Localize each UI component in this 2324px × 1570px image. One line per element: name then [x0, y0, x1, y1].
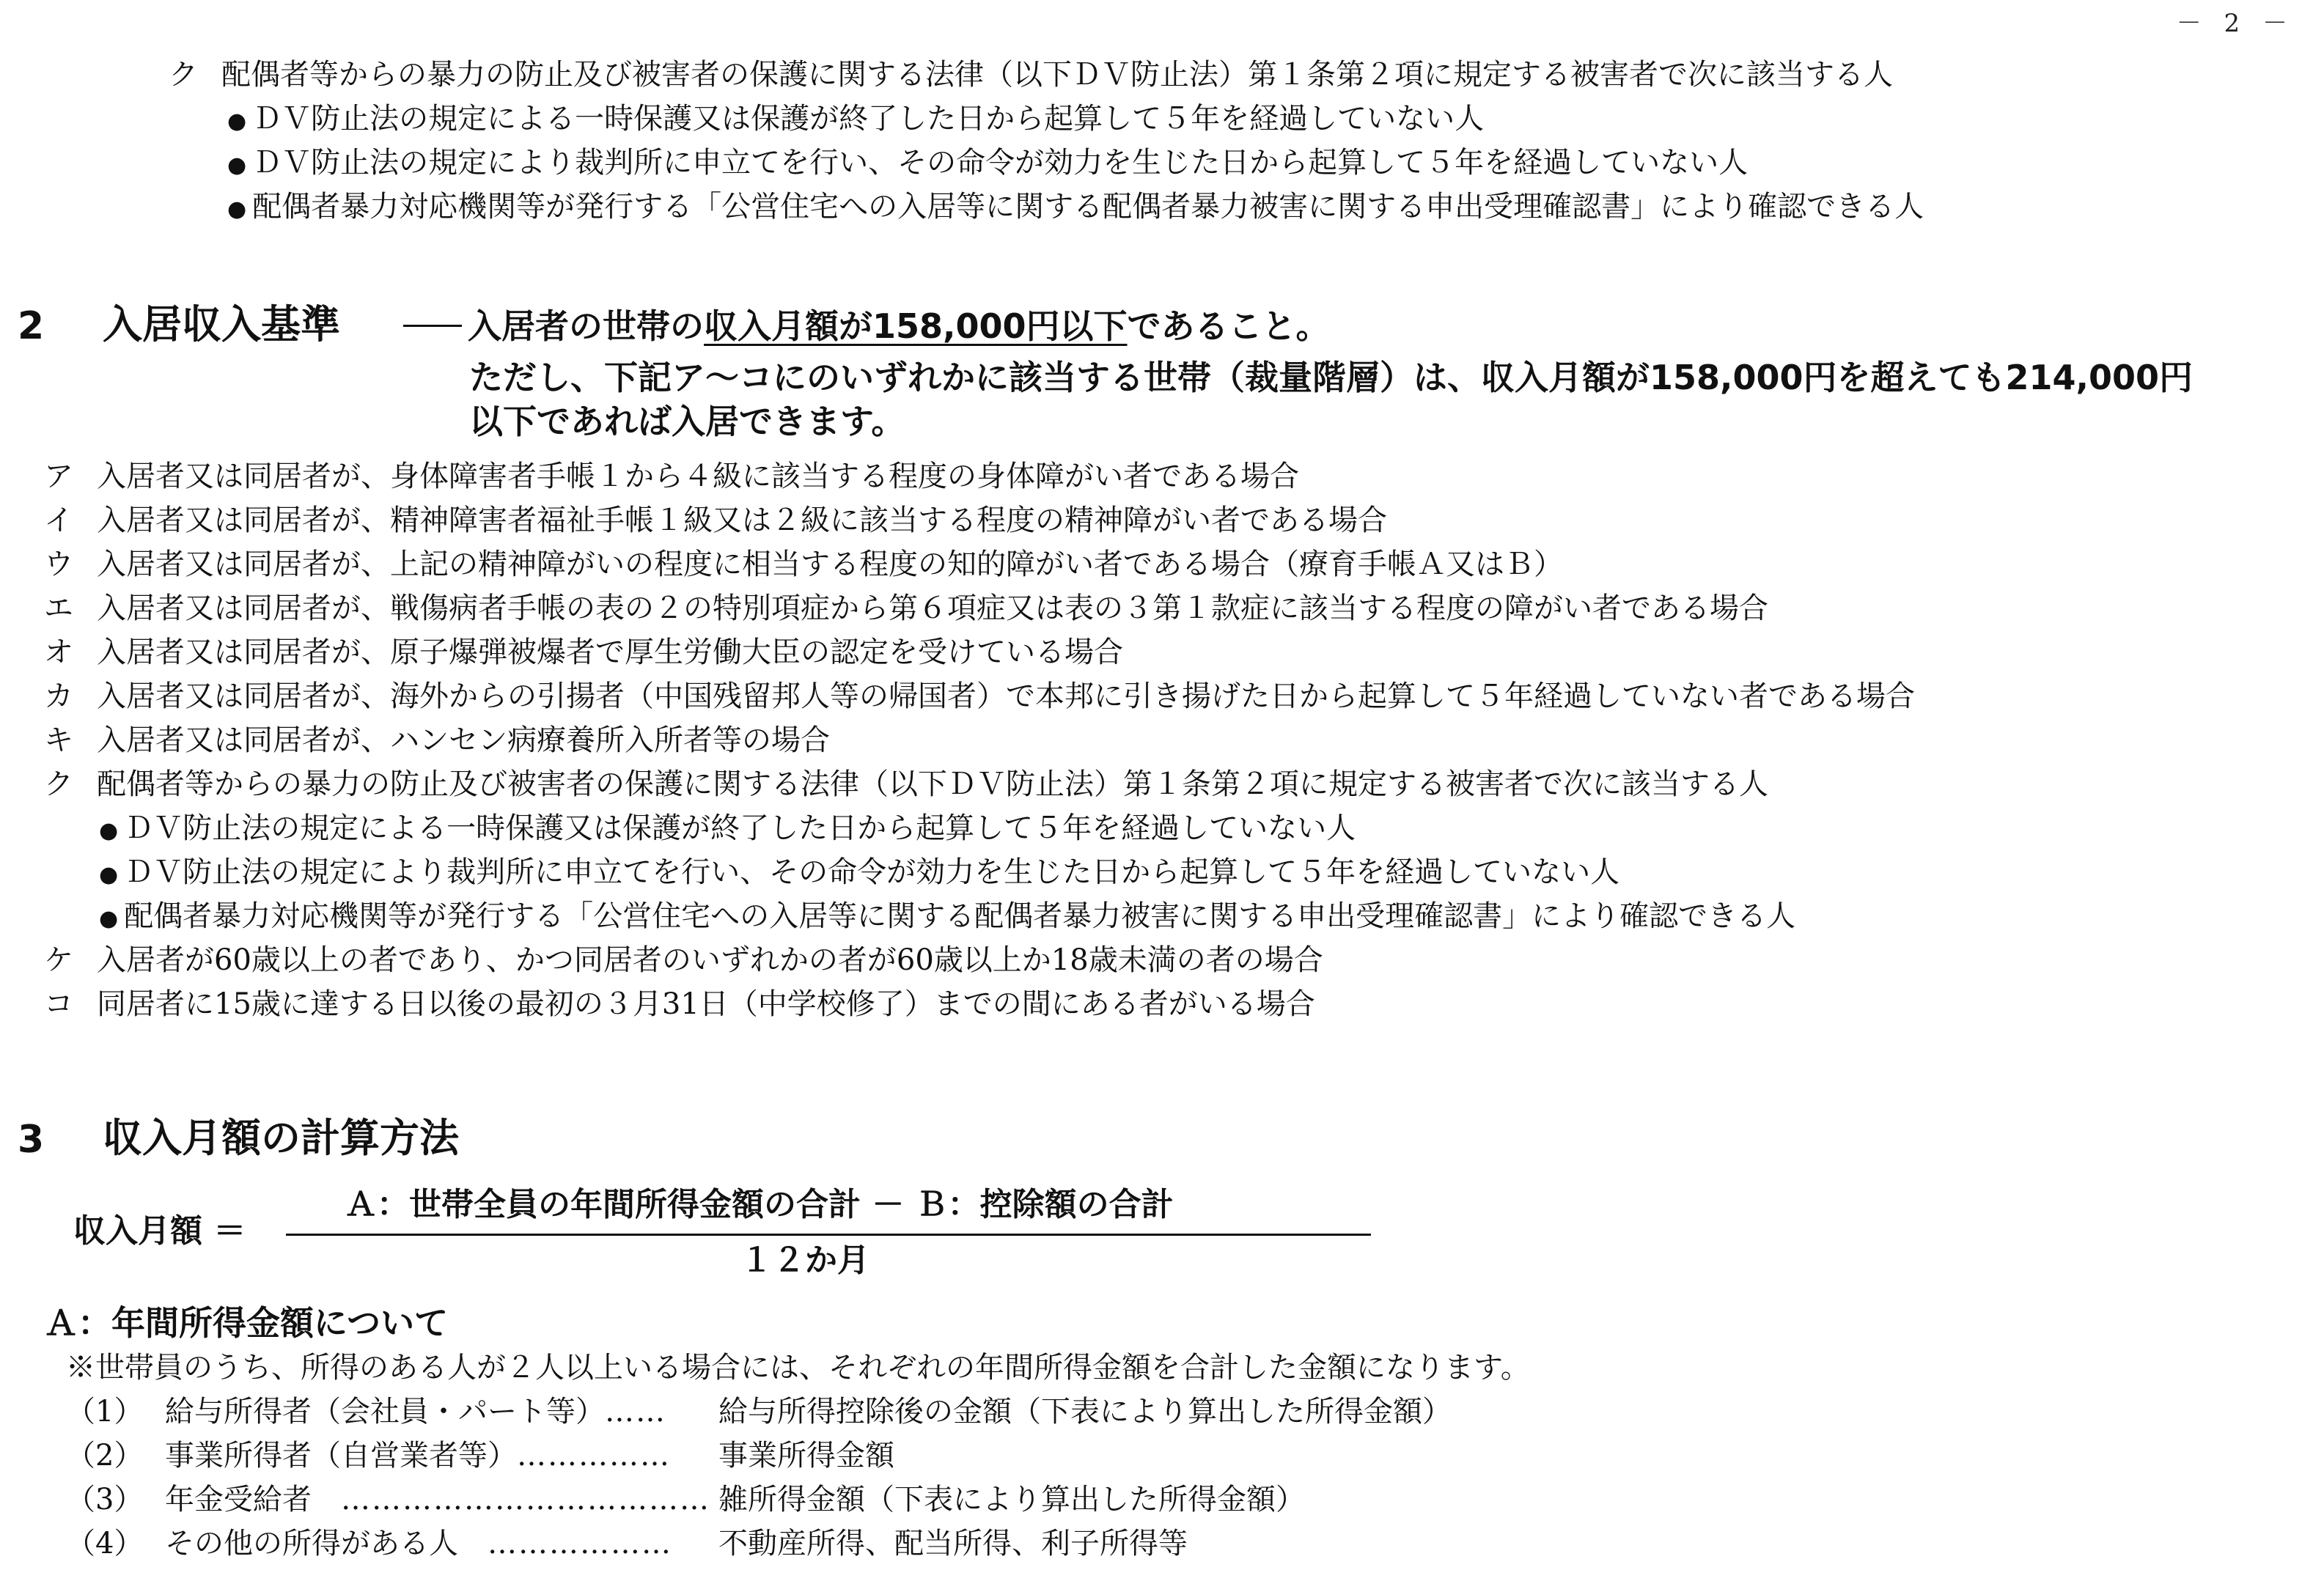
row-value: 事業所得金額: [718, 1439, 894, 1473]
income-row: [66, 1434, 894, 1478]
formula-numerator: Ａ：世帯全員の年間所得金額の合計 － Ｂ：控除額の合計: [345, 1186, 1174, 1223]
section2-title: 入居収入基準: [103, 301, 340, 347]
item-letter: ケ: [44, 943, 73, 977]
row-dots: ……………: [517, 1439, 671, 1473]
bullet-icon: ●: [227, 196, 247, 222]
item-text: 入居者又は同居者が、身体障害者手帳１から４級に該当する程度の身体障がい者である場合: [97, 460, 1299, 493]
bullet-text: ＤＶ防止法の規定により裁判所に申立てを行い、その命令が効力を生じた日から起算して５年を経過していない人: [252, 146, 1748, 180]
bullet-text: 配偶者暴力対応機関等が発行する「公営住宅への入居等に関する配偶者暴力被害に関する申出受理確認書」により確認できる人: [252, 190, 1924, 224]
row-value: 給与所得控除後の金額（下表により算出した所得金額）: [718, 1395, 1452, 1429]
list-item: [44, 630, 1123, 674]
section3-number: 3: [18, 1118, 45, 1162]
list-item: [44, 542, 1563, 586]
list-item: [44, 982, 1315, 1026]
line1-pre: 入居者の世帯の: [468, 306, 704, 346]
row-num: （4）: [66, 1527, 144, 1560]
row-num: （1）: [66, 1395, 144, 1429]
fraction-line: [286, 1234, 1371, 1236]
section2-line1: [403, 304, 1330, 348]
row-value: 雑所得金額（下表により算出した所得金額）: [718, 1483, 1305, 1516]
row-value: 不動産所得、配当所得、利子所得等: [718, 1527, 1188, 1560]
item-letter: カ: [44, 679, 73, 713]
list-item: [44, 938, 1323, 982]
item-letter: ク: [44, 767, 73, 801]
bullet-icon: ●: [99, 862, 119, 888]
bullet-icon: ●: [227, 152, 247, 178]
bullet-text: 配偶者暴力対応機関等が発行する「公営住宅への入居等に関する配偶者暴力被害に関する申出受理確認書」により確認できる人: [124, 899, 1796, 933]
bullet-icon: ●: [99, 906, 119, 932]
list-item: [44, 674, 1915, 718]
list-item: [44, 762, 1768, 806]
line1-underlined: 収入月額が158,000円以下: [704, 306, 1128, 346]
dash-line: [403, 325, 462, 327]
ku-bullet: [99, 806, 1356, 853]
row-dots: ………………: [488, 1527, 672, 1560]
list-item: [44, 454, 1299, 498]
row-num: （2）: [66, 1439, 144, 1473]
line1-post: であること。: [1127, 306, 1330, 346]
item-text: 入居者が60歳以上の者であり、かつ同居者のいずれかの者が60歳以上か18歳未満の者の場合: [97, 943, 1323, 977]
row-dots: ……: [605, 1395, 666, 1429]
bullet-text: ＤＶ防止法の規定により裁判所に申立てを行い、その命令が効力を生じた日から起算して５年を経過していない人: [124, 855, 1620, 889]
item-text: 入居者又は同居者が、上記の精神障がいの程度に相当する程度の知的障がい者である場合（療育手帳Ａ又はＢ）: [97, 548, 1563, 581]
item-letter: イ: [44, 504, 73, 537]
top-item-ku: [169, 53, 1893, 97]
income-row: [66, 1478, 1305, 1522]
bullet-text: ＤＶ防止法の規定による一時保護又は保護が終了した日から起算して５年を経過していない人: [124, 811, 1356, 845]
formula-denominator: １２か月: [740, 1242, 869, 1279]
item-text: 入居者又は同居者が、ハンセン病療養所入所者等の場合: [97, 723, 830, 757]
income-row: [66, 1390, 1452, 1434]
bullet-icon: ●: [227, 108, 247, 134]
item-text: 入居者又は同居者が、原子爆弾被爆者で厚生労働大臣の認定を受けている場合: [97, 635, 1123, 669]
bullet-icon: ●: [99, 818, 119, 844]
top-bullet: [227, 141, 1748, 188]
list-item: [44, 498, 1387, 542]
item-letter: コ: [44, 987, 73, 1021]
row-dots: ………………………………: [341, 1483, 710, 1516]
ku-bullet: [99, 850, 1619, 897]
bullet-text: ＤＶ防止法の規定による一時保護又は保護が終了した日から起算して５年を経過していない人: [252, 102, 1485, 136]
top-bullet: [227, 185, 1924, 232]
item-text: 入居者又は同居者が、精神障害者福祉手帳１級又は２級に該当する程度の精神障がい者である場合: [97, 504, 1387, 537]
row-category: その他の所得がある人: [165, 1527, 458, 1560]
formula-lhs: 収入月額 ＝: [73, 1212, 246, 1250]
item-letter: ク: [169, 58, 198, 92]
section3-title: 収入月額の計算方法: [103, 1115, 459, 1161]
section2-line2: ただし、下記ア～コにのいずれかに該当する世帯（裁量階層）は、収入月額が158,000円を超えても214,000円: [469, 358, 2194, 397]
section2-number: 2: [18, 304, 45, 348]
item-letter: エ: [44, 591, 73, 625]
item-text: 配偶者等からの暴力の防止及び被害者の保護に関する法律（以下ＤＶ防止法）第１条第２項に規定する被害者で次に該当する人: [97, 767, 1768, 801]
list-item: [44, 586, 1768, 630]
item-letter: オ: [44, 635, 73, 669]
item-text: 同居者に15歳に達する日以後の最初の３月31日（中学校修了）までの間にある者がいる場合: [97, 987, 1315, 1021]
section2-line3: 以下であれば入居できます。: [469, 402, 905, 441]
item-text: 配偶者等からの暴力の防止及び被害者の保護に関する法律（以下ＤＶ防止法）第１条第２項に規定する被害者で次に該当する人: [221, 58, 1893, 92]
item-letter: ウ: [44, 548, 73, 581]
ku-bullet: [99, 894, 1795, 941]
top-bullet: [227, 97, 1484, 144]
item-text: 入居者又は同居者が、海外からの引揚者（中国残留邦人等の帰国者）で本邦に引き揚げた日から起算して５年経過していない者である場合: [97, 679, 1915, 713]
row-category: 年金受給者: [165, 1483, 312, 1516]
row-category: 給与所得者（会社員・パート等）: [165, 1395, 605, 1429]
page-number: － 2 －: [2176, 9, 2295, 38]
item-letter: ア: [44, 460, 73, 493]
item-text: 入居者又は同居者が、戦傷病者手帳の表の２の特別項症から第６項症又は表の３第１款症に該当する程度の障がい者である場合: [97, 591, 1768, 625]
item-letter: キ: [44, 723, 73, 757]
list-item: [44, 718, 830, 762]
note-text: ※世帯員のうち、所得のある人が２人以上いる場合には、それぞれの年間所得金額を合計した金額になります。: [66, 1351, 1530, 1385]
subheading-a: Ａ：年間所得金額について: [44, 1303, 449, 1343]
row-category: 事業所得者（自営業者等）: [165, 1439, 517, 1473]
income-row: [66, 1522, 1188, 1566]
row-num: （3）: [66, 1483, 144, 1516]
